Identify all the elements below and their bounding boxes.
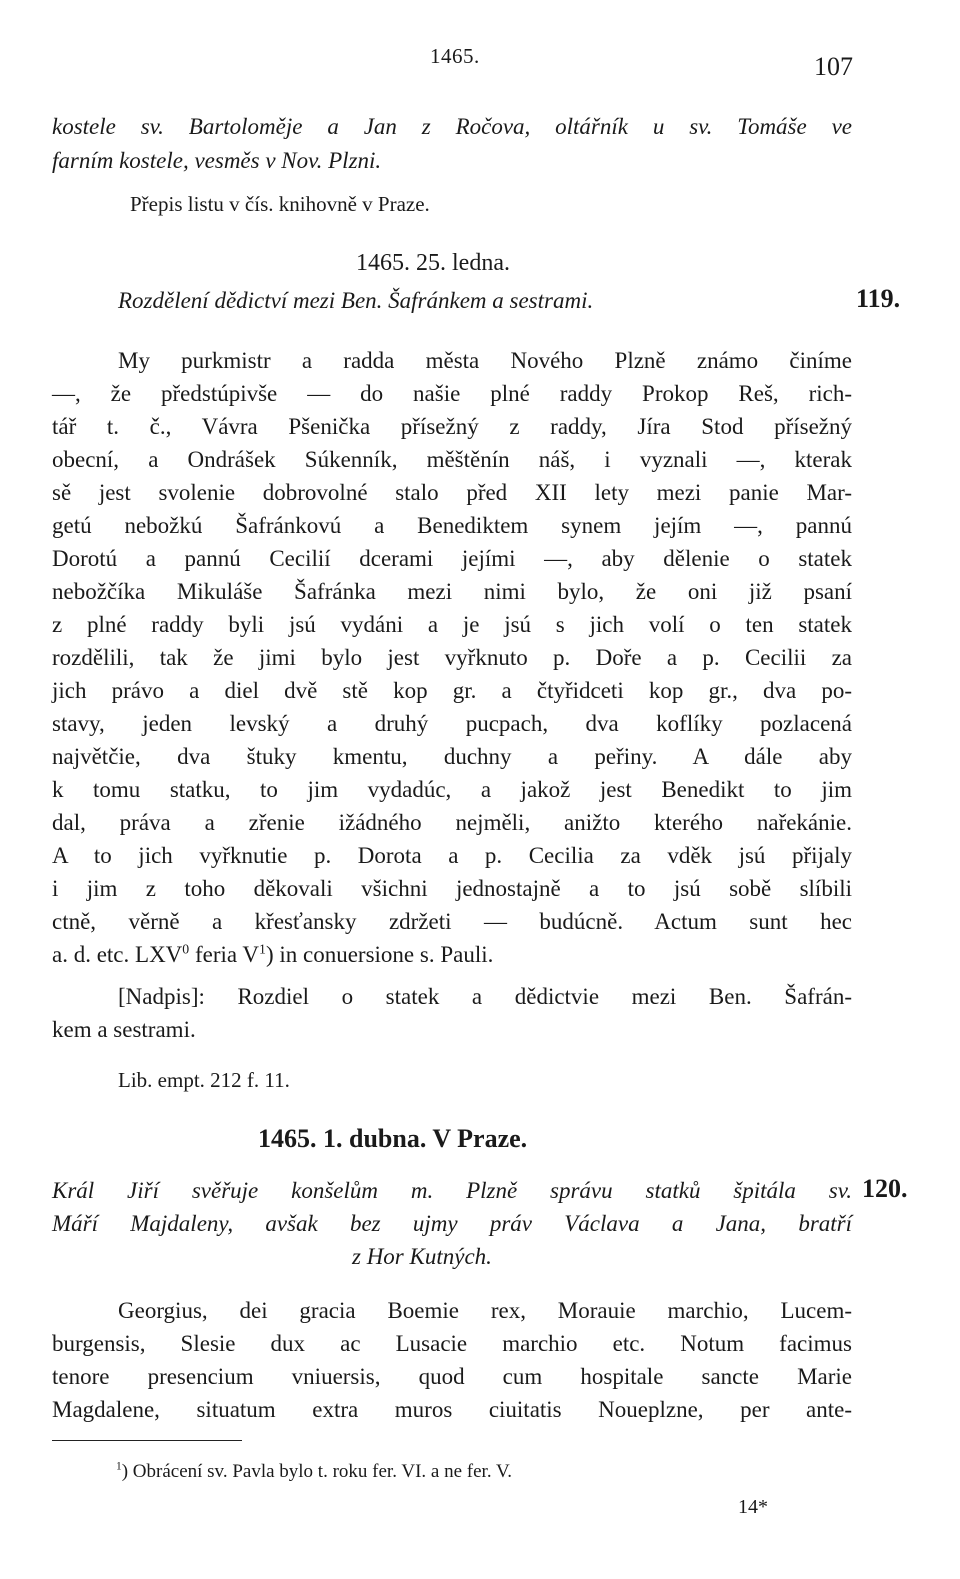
doc-119-line-18: ctně, věrně a křesťansky zdržeti — budúcně. Actum sunt hec (52, 909, 852, 934)
doc-120-date: 1465. 1. dubna. V Praze. (258, 1124, 528, 1153)
doc-119-line-19 (52, 938, 852, 971)
doc-119-source: Lib. empt. 212 f. 11. (118, 1068, 290, 1092)
running-head: 1465. (430, 44, 480, 68)
doc-119-number: 119. (856, 284, 901, 313)
doc-119-line-8: nebožčíka Mikuláše Šafránka mezi nimi bylo, že oni již psaní (52, 579, 852, 604)
doc-120-summary-3: z Hor Kutných. (352, 1244, 492, 1269)
top-line-1: kostele sv. Bartoloměje a Jan z Ročova, oltářník u sv. Tomáše ve (52, 114, 852, 139)
footnote (116, 1455, 512, 1488)
doc-119-line-9: z plné raddy byli jsú vydáni a je jsú s jich volí o ten statek (52, 612, 852, 637)
page-number: 107 (814, 52, 853, 81)
doc-119-line-1: My purkmistr a radda města Nového Plzně známo činíme (118, 348, 852, 373)
doc-120-line-2: burgensis, Slesie dux ac Lusacie marchio etc. Notum facimus (52, 1331, 852, 1356)
footnote-mark: 1 (116, 1460, 122, 1473)
doc-119-line-7: Dorotú a pannú Cecilií dcerami jejími —, aby dělenie o statek (52, 546, 852, 571)
top-line-2: farním kostele, vesměs v Nov. Plzni. (52, 148, 382, 173)
doc-119-line-13: najvětčie, dva štuky kmentu, duchny a peřiny. A dále aby (52, 744, 852, 769)
doc-119-line-15: dal, práva a zřenie ižádného nejměli, anižto kterého nařekánie. (52, 810, 852, 835)
doc-119-line-11: jich právo a diel dvě stě kop gr. a čtyřidceti kop gr., dva po- (52, 678, 852, 703)
doc-120-line-3: tenore presencium vniuersis, quod cum hospitale sancte Marie (52, 1364, 852, 1389)
doc-120-line-1: Georgius, dei gracia Boemie rex, Morauie marchio, Lucem- (118, 1298, 852, 1323)
doc-119-line-14: k tomu statku, to jim vydadúc, a jakož jest Benedikt to jim (52, 777, 852, 802)
footnote-text: ) Obrácení sv. Pavla bylo t. roku fer. VI. a ne fer. V. (121, 1461, 512, 1482)
footnote-ref: 1 (259, 941, 266, 957)
footnote-rule (52, 1440, 242, 1441)
doc-119-dating-c: ) in conuersione s. Pauli. (265, 942, 494, 967)
doc-119-dating-b: feria V (189, 942, 260, 967)
doc-119-line-4: obecní, a Ondrášek Súkenník, měštěnín náš, i vyznali —, kterak (52, 447, 852, 472)
doc-119-line-16: A to jich vyřknutie p. Dorota a p. Cecilia za vděk jsú přijaly (52, 843, 852, 868)
doc-120-summary-2: Máří Majdaleny, avšak bez ujmy práv Václava a Jana, bratří (52, 1211, 852, 1236)
doc-119-inscription-2: kem a sestrami. (52, 1017, 196, 1042)
doc-119-line-12: stavy, jeden levský a druhý pucpach, dva koflíky pozlacená (52, 711, 852, 736)
doc-119-line-17: i jim z toho děkovali všichni jednostajně a to jsú sobě slíbili (52, 876, 852, 901)
top-source-note: Přepis listu v čís. knihovně v Praze. (130, 192, 430, 216)
doc-120-line-4: Magdalene, situatum extra muros ciuitatis Noueplzne, per ante- (52, 1397, 852, 1422)
doc-119-dating-sup-a: 0 (182, 941, 190, 957)
doc-120-number: 120. (862, 1174, 908, 1203)
doc-119-date: 1465. 25. ledna. (356, 250, 510, 276)
signature-mark: 14* (738, 1496, 768, 1518)
doc-120-summary-1: Král Jiří svěřuje konšelům m. Plzně správu statků špitála sv. (52, 1178, 852, 1203)
doc-119-dating-a: a. d. etc. LXV (52, 942, 183, 967)
doc-119-line-6: getú nebožkú Šafránkovú a Benediktem synem jejím —, pannú (52, 513, 852, 538)
doc-119-inscription-1: [Nadpis]: Rozdiel o statek a dědictvie mezi Ben. Šafrán- (118, 984, 852, 1009)
doc-119-line-2: —, že předstúpivše — do našie plné raddy Prokop Reš, rich- (52, 381, 852, 406)
doc-119-summary: Rozdělení dědictví mezi Ben. Šafránkem a sestrami. (118, 288, 594, 313)
doc-119-line-3: tář t. č., Vávra Pšenička přísežný z raddy, Jíra Stod přísežný (52, 414, 852, 439)
doc-119-line-10: rozdělili, tak že jimi bylo jest vyřknuto p. Doře a p. Cecilii za (52, 645, 852, 670)
doc-119-line-5: sě jest svolenie dobrovolné stalo před XII lety mezi panie Mar- (52, 480, 852, 505)
